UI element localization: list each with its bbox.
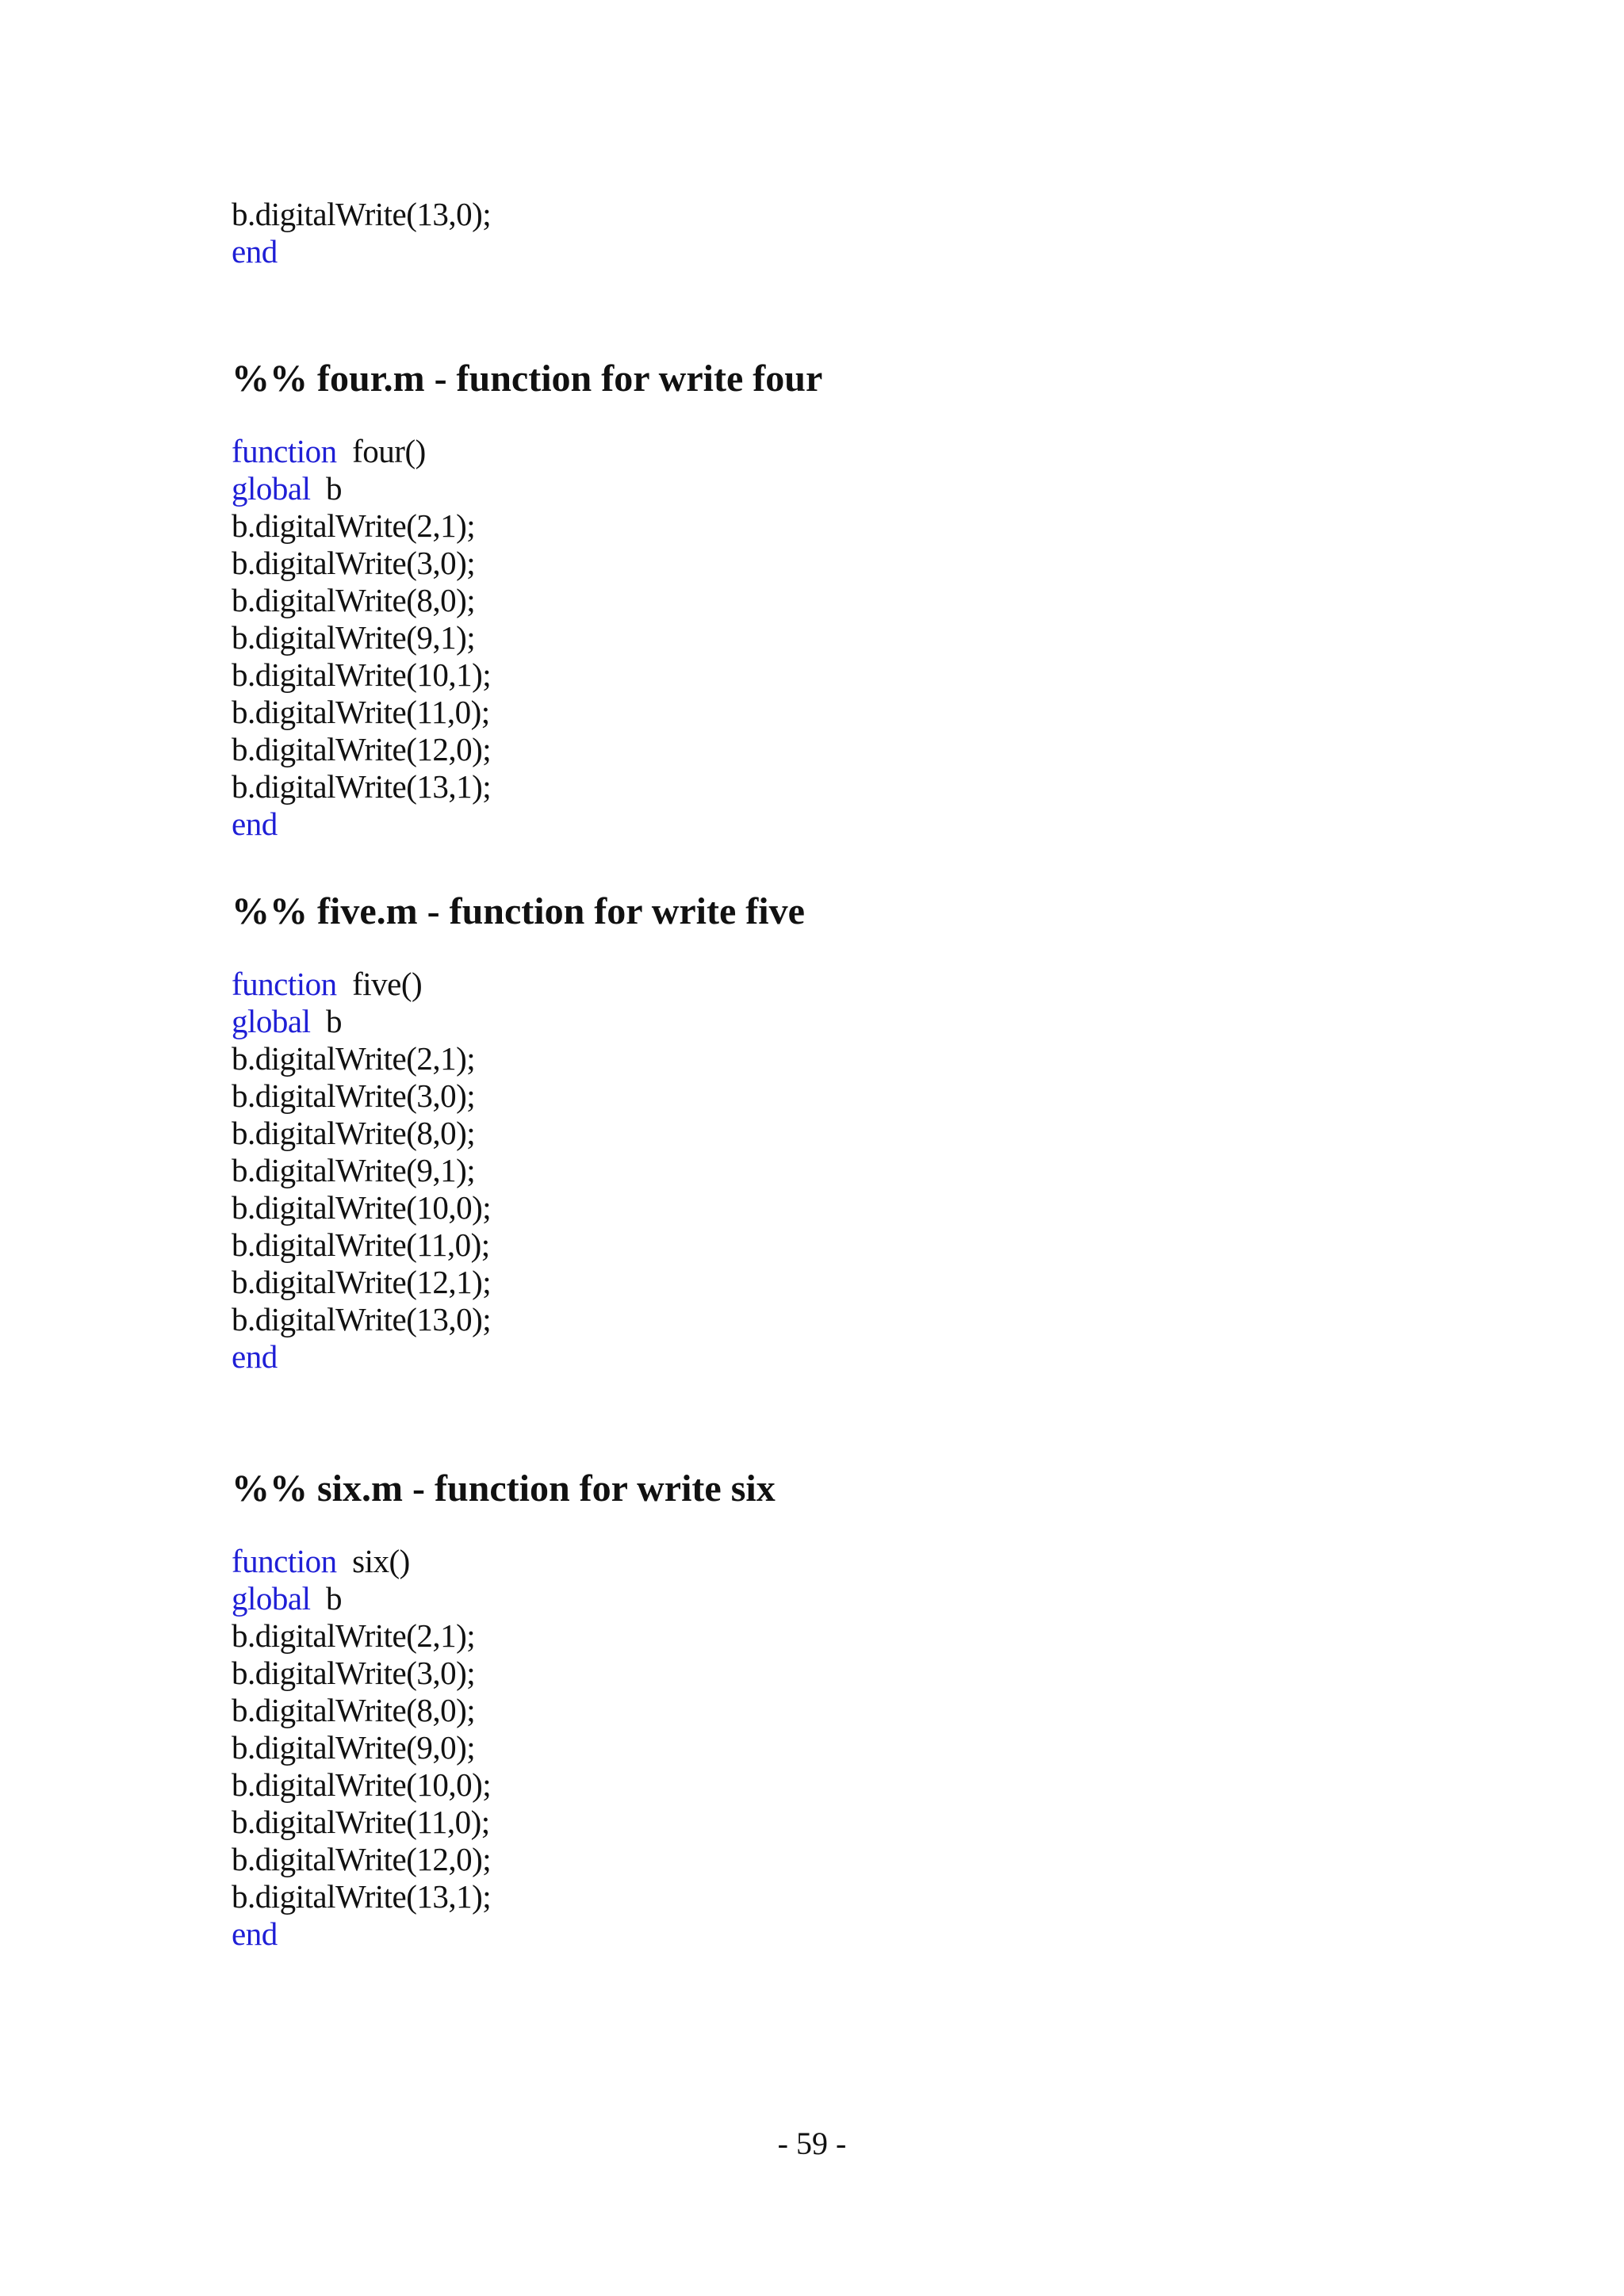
- code-line: b.digitalWrite(13,0);: [232, 1301, 492, 1337]
- keyword-global: global: [232, 1003, 311, 1039]
- keyword-global: global: [232, 470, 311, 507]
- code-line: b.digitalWrite(9,0);: [232, 1729, 476, 1766]
- keyword-function: function: [232, 966, 337, 1002]
- global-declaration: [232, 1580, 342, 1617]
- keyword-function: function: [232, 433, 337, 469]
- code-line: b.digitalWrite(3,0);: [232, 545, 476, 581]
- function-declaration: [232, 966, 422, 1003]
- code-line: b.digitalWrite(12,0);: [232, 1841, 492, 1877]
- keyword-end: end: [232, 1915, 278, 1952]
- section-heading-five: %% five.m - function for write five: [232, 890, 805, 932]
- code-line: b.digitalWrite(3,0);: [232, 1655, 476, 1691]
- global-declaration: [232, 470, 342, 507]
- function-declaration: [232, 433, 426, 470]
- function-declaration: [232, 1543, 410, 1580]
- code-line: b.digitalWrite(11,0);: [232, 1804, 490, 1840]
- global-variable: b: [325, 470, 342, 507]
- code-line: b.digitalWrite(11,0);: [232, 1226, 490, 1263]
- code-line: b.digitalWrite(2,1);: [232, 1617, 476, 1654]
- code-line: b.digitalWrite(9,1);: [232, 619, 476, 656]
- code-line: b.digitalWrite(3,0);: [232, 1077, 476, 1114]
- code-line: b.digitalWrite(2,1);: [232, 507, 476, 544]
- code-line: b.digitalWrite(2,1);: [232, 1040, 476, 1077]
- code-line: b.digitalWrite(8,0);: [232, 1115, 476, 1151]
- function-name: six(): [352, 1543, 410, 1579]
- code-line: b.digitalWrite(8,0);: [232, 1692, 476, 1728]
- keyword-end: end: [232, 1338, 278, 1375]
- code-line: b.digitalWrite(10,0);: [232, 1189, 492, 1226]
- code-line: b.digitalWrite(12,1);: [232, 1264, 492, 1300]
- function-name: five(): [352, 966, 423, 1002]
- keyword-end: end: [232, 806, 278, 842]
- code-line: b.digitalWrite(9,1);: [232, 1152, 476, 1188]
- code-line: b.digitalWrite(8,0);: [232, 582, 476, 618]
- code-line: b.digitalWrite(13,1);: [232, 1878, 492, 1915]
- keyword-global: global: [232, 1580, 311, 1617]
- code-line: b.digitalWrite(13,1);: [232, 768, 492, 805]
- section-heading-four: %% four.m - function for write four: [232, 358, 823, 400]
- global-declaration: [232, 1003, 342, 1040]
- keyword-function: function: [232, 1543, 337, 1579]
- page-number: - 59 -: [777, 2126, 847, 2161]
- code-line: b.digitalWrite(10,1);: [232, 656, 492, 693]
- global-variable: b: [325, 1003, 342, 1039]
- section-heading-six: %% six.m - function for write six: [232, 1468, 776, 1510]
- code-line: b.digitalWrite(12,0);: [232, 731, 492, 767]
- keyword-end: end: [232, 233, 278, 270]
- function-name: four(): [352, 433, 426, 469]
- global-variable: b: [325, 1580, 342, 1617]
- code-line: b.digitalWrite(10,0);: [232, 1766, 492, 1803]
- code-line: b.digitalWrite(11,0);: [232, 694, 490, 730]
- code-line: b.digitalWrite(13,0);: [232, 196, 492, 232]
